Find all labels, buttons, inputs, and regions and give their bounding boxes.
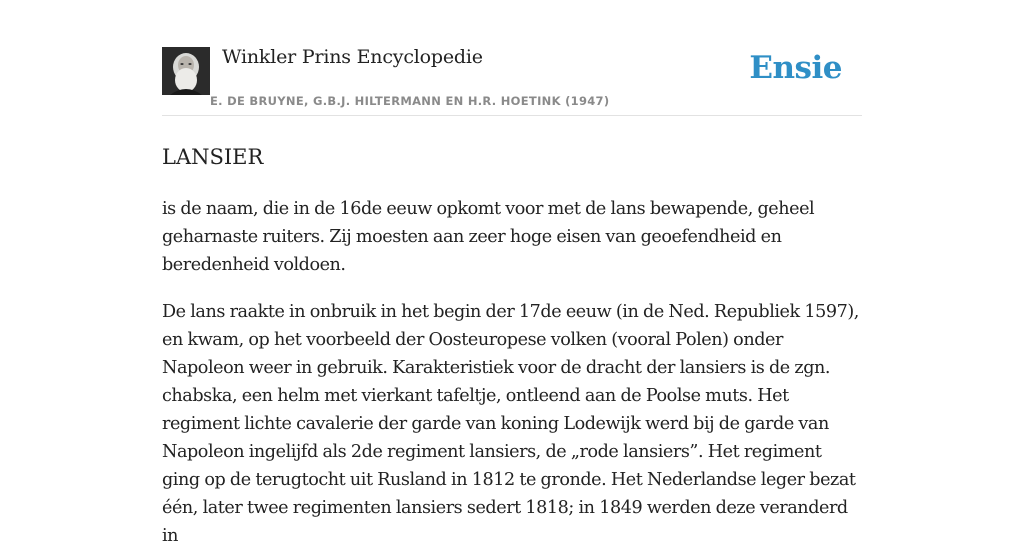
site-title[interactable]: Winkler Prins Encyclopedie: [222, 46, 483, 68]
article-paragraph: is de naam, die in de 16de eeuw opkomt voor met de lans bewapende, geheel geharnaste ruiters. Zij moesten aan zeer hoge eisen van geoefendheid en beredenheid voldoen.: [162, 199, 815, 275]
site-header: [162, 0, 862, 116]
article-paragraph: De lans raakte in onbruik in het begin der 17de eeuw (in de Ned. Republiek 1597), en kwam, op het voorbeeld der Oosteuropese volken (vooral Polen) onder Napoleon weer in gebruik. Karakteristiek voor de dracht der lansiers is de zgn. chabska, een helm met vierkant tafeltje, ontleend aan de Poolse muts. Het regiment lichte cavalerie der garde van koning Lodewijk werd bij de garde van Napoleon ingelijfd als 2de regiment lansiers, de „rode lansiers”. Het regiment ging op de terugtocht uit Rusland in 1812 te gronde. Het Nederlandse leger bezat één, later twee regimenten lansiers sedert 1818; in 1849 werden deze veranderd in: [162, 302, 859, 546]
authors-line: E. DE BRUYNE, G.B.J. HILTERMANN EN H.R. HOETINK (1947): [210, 94, 610, 108]
brand-logo-link[interactable]: Ensie: [749, 50, 842, 86]
portrait-icon: [162, 47, 210, 95]
author-avatar[interactable]: [162, 47, 210, 95]
entry-title: LANSIER: [162, 145, 264, 169]
content-container: [162, 0, 862, 550]
